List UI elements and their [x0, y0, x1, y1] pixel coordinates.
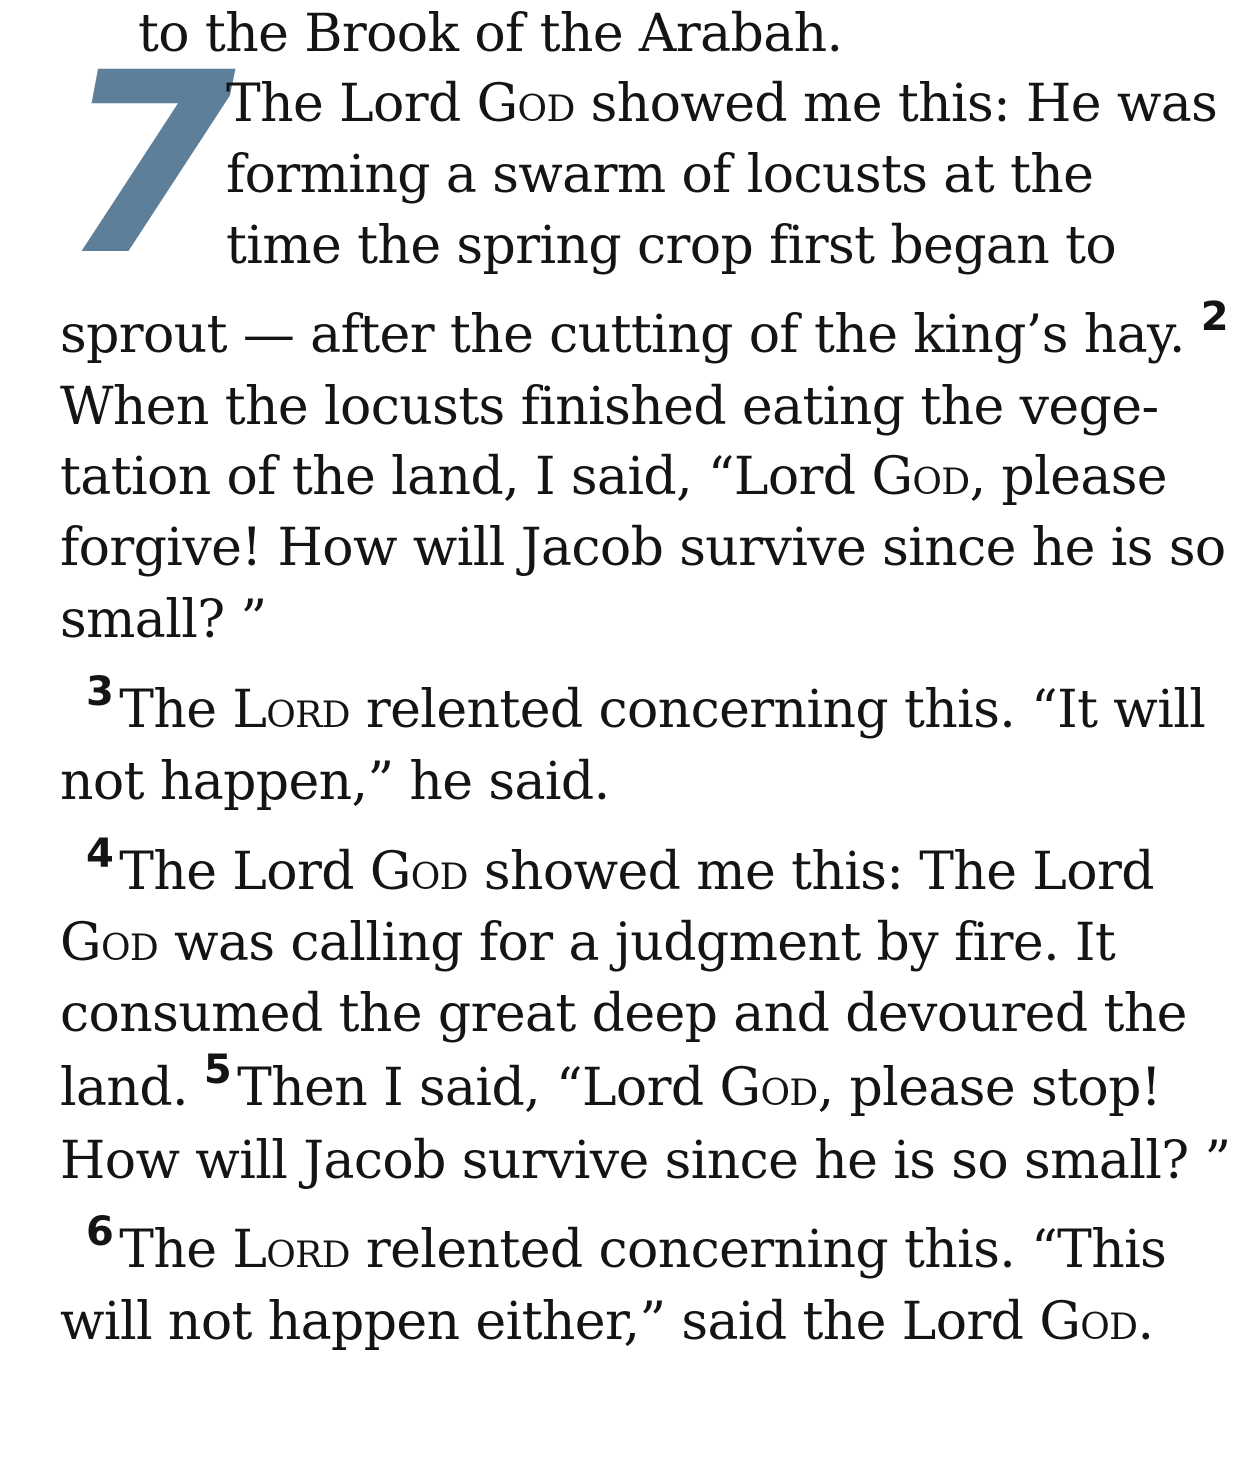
text-line: The Lord God showed me this: He was	[226, 74, 1218, 134]
text-line: sprout — after the cutting of the king’s hay. $^2$	[60, 294, 1229, 365]
text-line: small? ”	[60, 590, 267, 650]
text-line: to the Brook of the Arabah.	[138, 4, 843, 64]
text-line: time the spring crop first began to	[226, 216, 1117, 276]
verse-number[interactable]: 5	[203, 1047, 232, 1093]
verse-number[interactable]: 3	[86, 669, 114, 715]
verse-number[interactable]: 2	[1200, 294, 1229, 340]
text-line: not happen,” he said.	[60, 752, 610, 812]
text-line: land. $^5$ Then I said, “Lord God, please stop!	[60, 1047, 1162, 1118]
text-line: will not happen either,” said the Lord God.	[60, 1292, 1154, 1352]
chapter-drop-cap: 7	[62, 19, 236, 310]
verse-number[interactable]: 6	[86, 1209, 114, 1255]
text-line: How will Jacob survive since he is so small? ”	[60, 1131, 1231, 1191]
text-line: forming a swarm of locusts at the	[226, 145, 1094, 205]
text-line: forgive! How will Jacob survive since he is so	[60, 518, 1226, 578]
text-line: God was calling for a judgment by fire. It	[60, 913, 1116, 973]
text-line: tation of the land, I said, “Lord God, please	[60, 447, 1167, 507]
text-line: consumed the great deep and devoured the	[60, 984, 1187, 1044]
text-line: $^3$ The Lord relented concerning this. “It will	[86, 669, 1206, 740]
text-line: $^6$ The Lord relented concerning this. “This	[86, 1209, 1167, 1280]
verse-number[interactable]: 4	[86, 831, 114, 877]
text-line: $^4$ The Lord God showed me this: The Lord	[86, 831, 1154, 902]
text-line: When the locusts finished eating the vege-	[60, 377, 1159, 437]
